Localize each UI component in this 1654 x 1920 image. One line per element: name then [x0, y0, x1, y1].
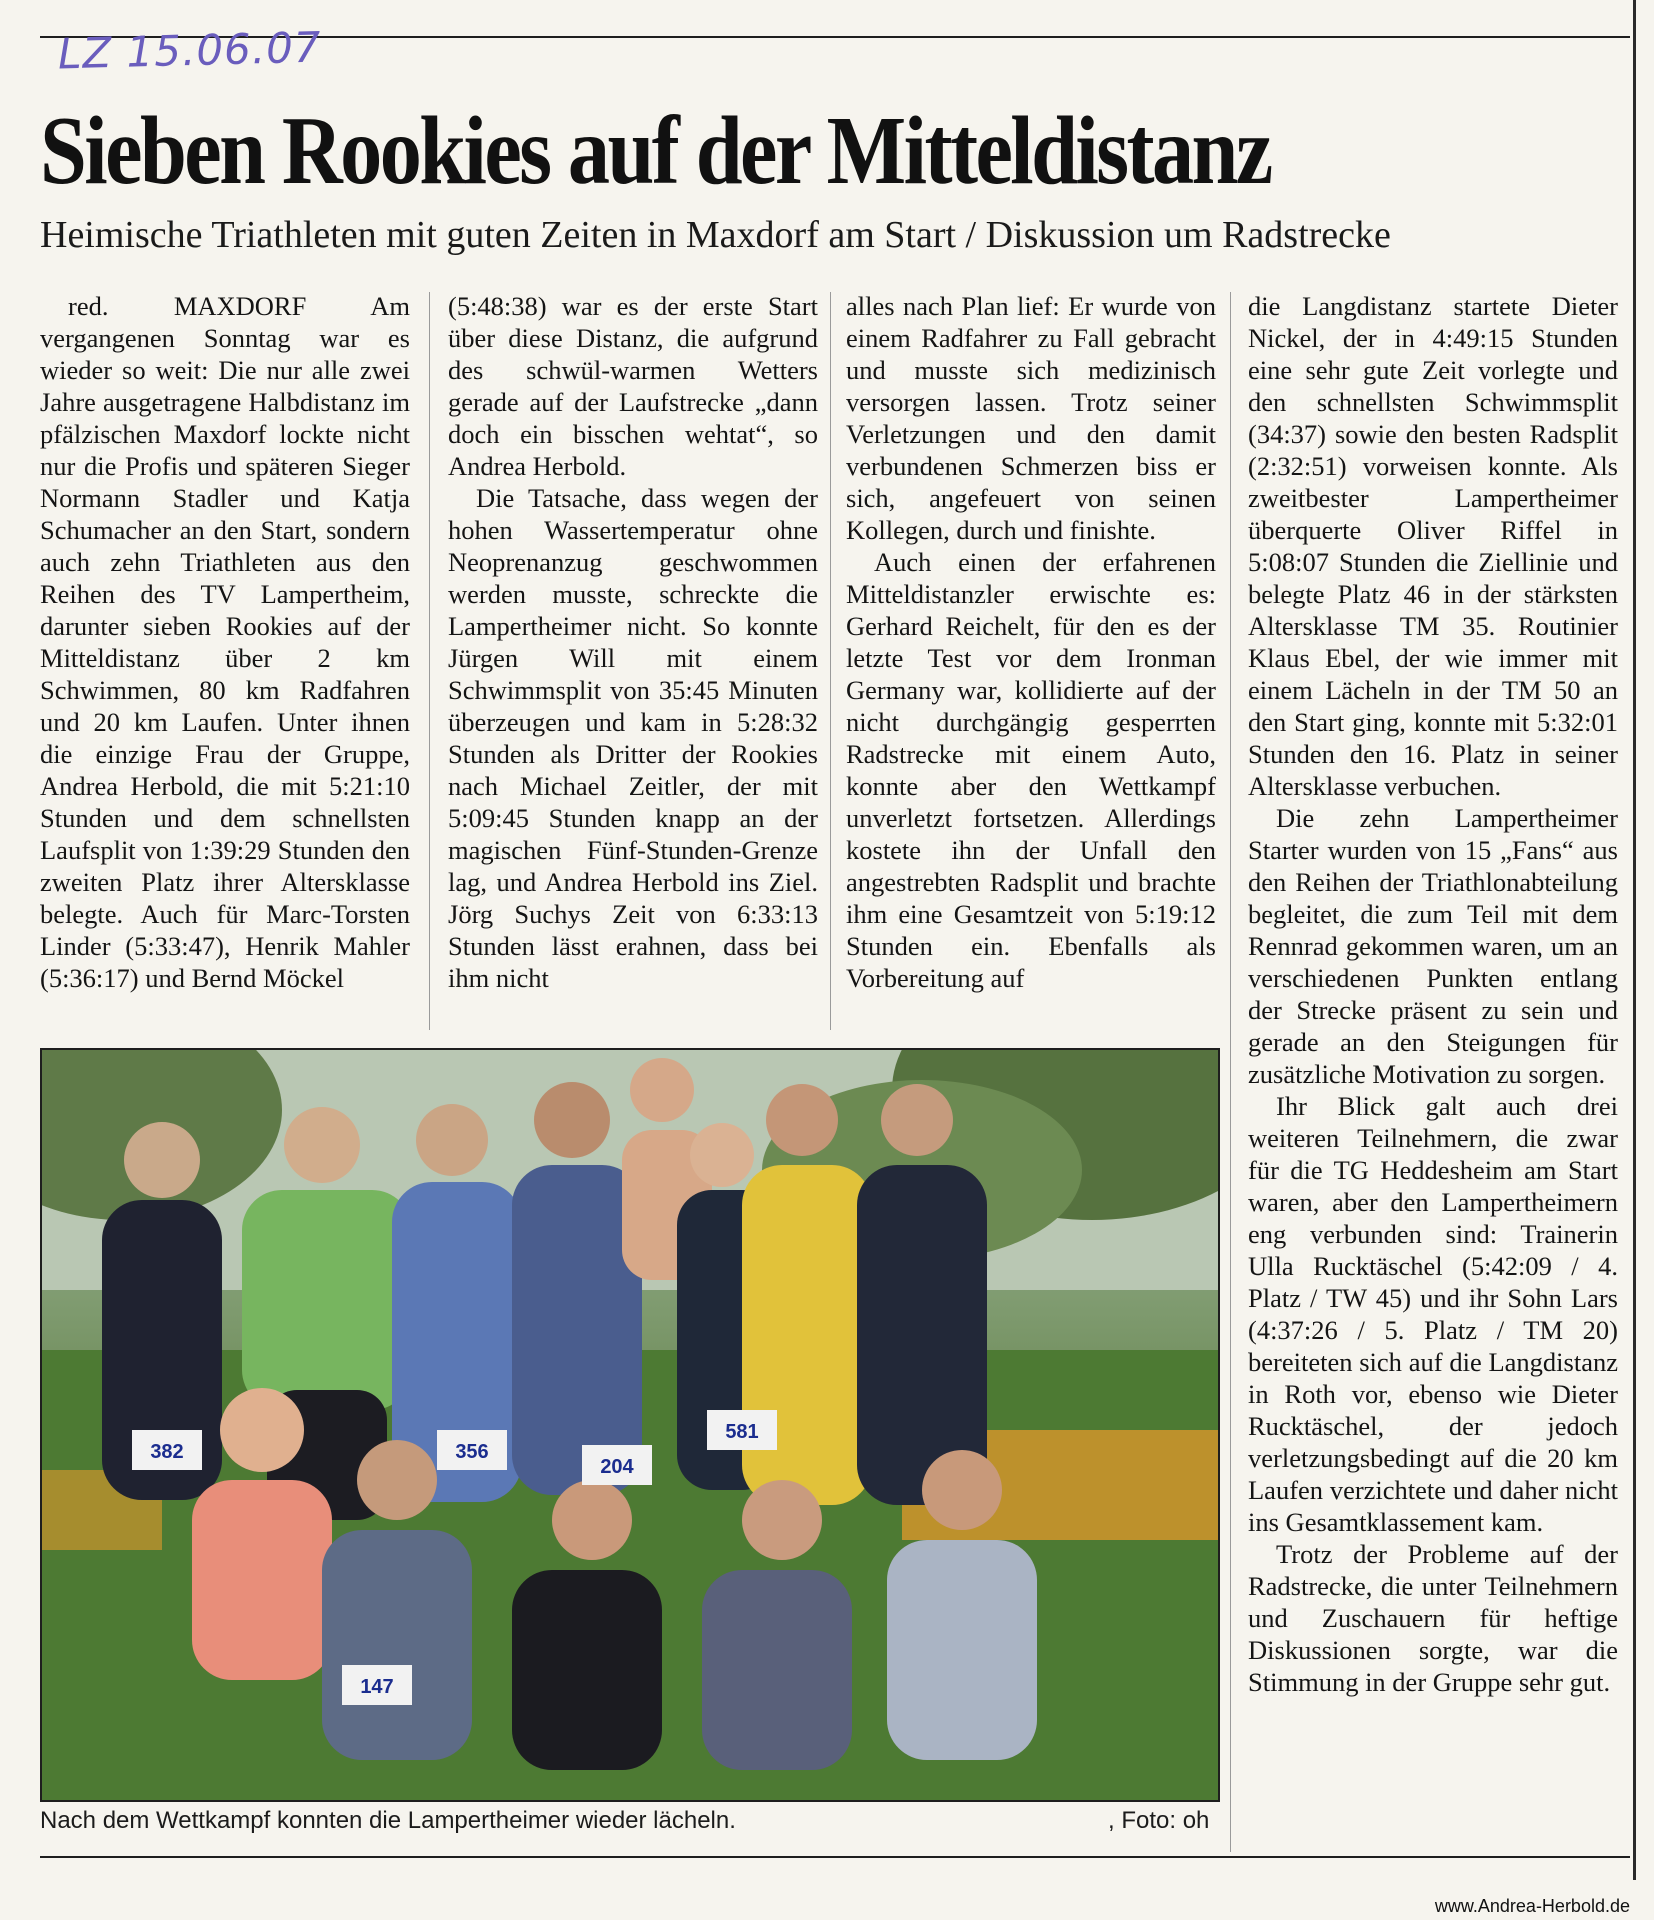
photo-credit: , Foto: oh	[1108, 1807, 1210, 1834]
paragraph: Die Tatsache, dass wegen der hohen Wassertemperatur ohne Neoprenanzug geschwommen werden musste, schreckte die Lampertheimer nicht. So konnte Jürgen Will mit einem Schwimmsplit von 35:45 Minuten überzeugen und kam in 5:28:32 Stunden als Dritter der Rookies nach Michael Zeitler, der mit 5:09:45 Stunden knapp an der magischen Fünf-Stunden-Grenze lag, und Andrea Herbold ins Ziel. Jörg Suchys Zeit von 6:33:13 Stunden lässt erahnen, dass bei ihm nicht	[448, 483, 818, 993]
group-photo	[40, 1048, 1220, 1802]
paragraph: Ihr Blick galt auch drei weiteren Teilnehmern, die zwar für die TG Heddesheim am Start waren, aber den Lampertheimern eng verbunden sind: Trainerin Ulla Rucktäschel (5:42:09 / 4. Platz / TW 45) und ihr Sohn Lars (4:37:26 / 5. Platz / TM 20) bereiteten sich auf die Langdistanz in Roth vor, ebenso wie Dieter Rucktäschel, der jedoch verletzungsbedingt auf die 20 km Laufen verzichtete und daher nicht ins Gesamtklassement kam.	[1248, 1091, 1618, 1537]
website-url: www.Andrea-Herbold.de	[1434, 1896, 1630, 1916]
article-subheadline: Heimische Triathleten mit guten Zeiten in Maxdorf am Start / Diskussion um Radstrecke	[40, 214, 1391, 256]
article-column-2	[448, 290, 818, 1032]
photo-caption: Nach dem Wettkampf konnten die Lampertheimer wieder lächeln.	[40, 1807, 736, 1834]
paragraph: (5:48:38) war es der erste Start über diese Distanz, die aufgrund des schwül-warmen Wetters gerade auf der Laufstrecke „dann doch ein bisschen wehtat“, so Andrea Herbold.	[448, 291, 818, 481]
paragraph: Trotz der Probleme auf der Radstrecke, die unter Teilnehmern und Zuschauern für heftige Diskussionen sorgte, war die Stimmung in der Gruppe sehr gut.	[1248, 1539, 1618, 1697]
column-divider	[429, 292, 430, 1030]
bib-number: 356	[455, 1441, 489, 1463]
bib-number: 581	[725, 1421, 759, 1443]
bib-number: 382	[150, 1441, 184, 1463]
article-headline: Sieben Rookies auf der Mitteldistanz	[40, 97, 1271, 205]
paragraph: red. MAXDORF Am vergangenen Sonntag war es wieder so weit: Die nur alle zwei Jahre ausgetragene Halbdistanz im pfälzischen Maxdorf lockte nicht nur die Profis und späteren Sieger Normann Stadler und Katja Schumacher an den Start, sondern auch zehn Triathleten aus den Reihen des TV Lampertheim, darunter sieben Rookies auf der Mitteldistanz über 2 km Schwimmen, 80 km Radfahren und 20 km Laufen. Unter ihnen die einzige Frau der Gruppe, Andrea Herbold, die mit 5:21:10 Stunden und dem schnellsten Laufsplit von 1:39:29 Stunden den zweiten Platz ihrer Altersklasse belegte. Auch für Marc-Torsten Linder (5:33:47), Henrik Mahler (5:36:17) und Bernd Möckel	[40, 291, 410, 993]
column-divider	[830, 292, 831, 1030]
group-photo-illustration	[42, 1050, 1218, 1800]
paragraph: Auch einen der erfahrenen Mitteldistanzler erwischte es: Gerhard Reichelt, für den es der letzte Test vor dem Ironman Germany war, kollidierte auf der nicht durchgängig gesperrten Radstrecke mit einem Auto, konnte aber den Wettkampf unverletzt fortsetzen. Allerdings kostete ihn der Unfall den angestrebten Radsplit und brachte ihm eine Gesamtzeit von 5:19:12 Stunden ein. Ebenfalls als Vorbereitung auf	[846, 547, 1216, 993]
article-column-3	[846, 290, 1216, 1032]
article-column-4	[1248, 290, 1618, 1870]
paragraph: die Langdistanz startete Dieter Nickel, der in 4:49:15 Stunden eine sehr gute Zeit vorlegte und den schnellsten Schwimmsplit (34:37) sowie den besten Radsplit (2:32:51) vorweisen konnte. Als zweitbester Lampertheimer überquerte Oliver Riffel in 5:08:07 Stunden die Ziellinie und belegte Platz 46 in der stärksten Altersklasse TM 35. Routinier Klaus Ebel, der wie immer mit einem Lächeln in der TM 50 an den Start ging, konnte mit 5:32:01 Stunden den 16. Platz in seiner Altersklasse verbuchen.	[1248, 291, 1618, 801]
article-column-1	[40, 290, 410, 1032]
bib-number: 204	[600, 1456, 634, 1478]
page-edge-line	[1633, 0, 1636, 1880]
handwritten-date-note: LZ 15.06.07	[57, 22, 323, 79]
bottom-rule	[40, 1856, 1630, 1858]
paragraph: alles nach Plan lief: Er wurde von einem Radfahrer zu Fall gebracht und musste sich medizinisch versorgen lassen. Trotz seiner Verletzungen und den damit verbundenen Schmerzen biss er sich, angefeuert von seinen Kollegen, durch und finishte.	[846, 291, 1216, 545]
column-divider	[1230, 292, 1231, 1852]
bib-number: 147	[360, 1676, 394, 1698]
paragraph: Die zehn Lampertheimer Starter wurden von 15 „Fans“ aus den Reihen der Triathlonabteilung begleitet, die zum Teil mit dem Rennrad gekommen waren, um an verschiedenen Punkten entlang der Strecke präsent zu sein und gerade an den Steigungen für zusätzliche Motivation zu sorgen.	[1248, 803, 1618, 1089]
